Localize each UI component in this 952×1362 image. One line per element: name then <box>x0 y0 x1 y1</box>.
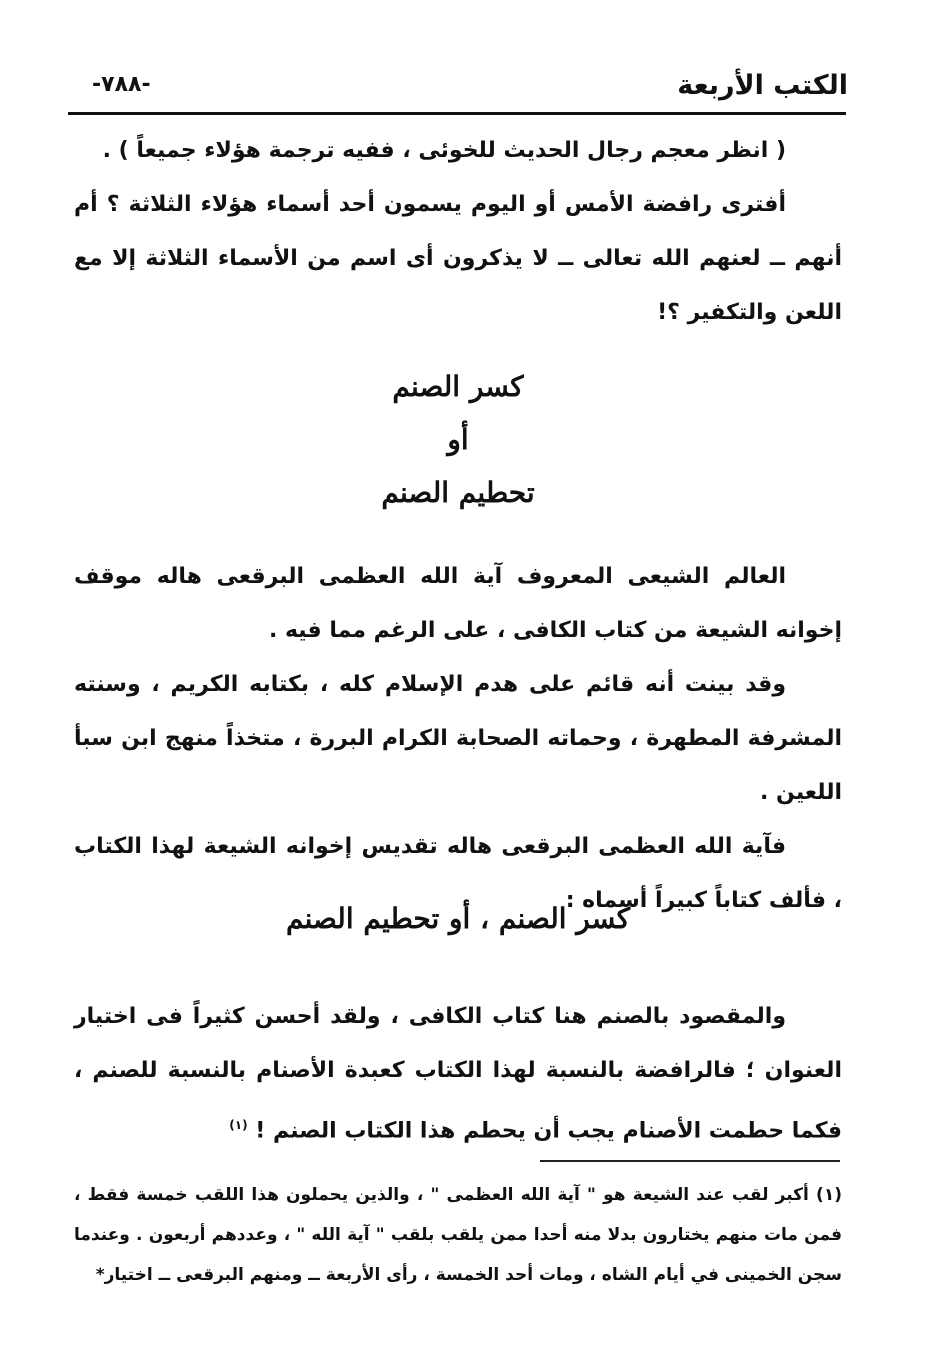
heading-line-3: تحطيم الصنم <box>381 476 535 509</box>
paragraph-book: فآية الله العظمى البرقعى هاله تقديس إخوانه الشيعة لهذا الكتاب ، فألف كتاباً كبيراً أسماه : <box>74 834 842 913</box>
middle-text-block <box>74 550 842 928</box>
paragraph-intro: العالم الشيعى المعروف آية الله العظمى البرقعى هاله موقف إخوانه الشيعة من كتاب الكافى ، على الرغم مما فيه . <box>74 564 842 643</box>
page-header <box>70 68 848 108</box>
heading-line-1: كسر الصنم <box>392 370 524 403</box>
footnote-block <box>74 1175 842 1295</box>
paragraph-reference: ( انظر معجم رجال الحديث للخوئى ، ففيه ترجمة هؤلاء جميعاً ) . <box>102 138 786 163</box>
paragraph-meaning-text: والمقصود بالصنم هنا كتاب الكافى ، ولقد أحسن كثيراً فى اختيار العنوان ؛ فالرافضة بالنسبة لهذا الكتاب كعبدة الأصنام بالنسبة للصنم ، فكما حطمت الأصنام يجب أن يحطم هذا الكتاب الصنم ! <box>74 1004 842 1144</box>
page-number: -٧٨٨- <box>92 72 151 97</box>
footnote-1: (١) أكبر لقب عند الشيعة هو " آية الله العظمى " ، والذين يحملون هذا اللقب خمسة فقط ، فمن مات منهم يختارون بدلا منه أحدا ممن يلقب بلقب " آية الله " ، وعددهم أربعون . وعندما سجن الخمينى في أيام الشاه ، ومات أحد الخمسة ، رأى الأربعة ــ ومنهم البرقعى ــ اختيار* <box>74 1185 842 1285</box>
footnote-reference: (١) <box>229 1118 248 1132</box>
paragraph-argument: وقد بينت أنه قائم على هدم الإسلام كله ، بكتابه الكريم ، وسنته المشرفة المطهرة ، وحماته الصحابة الكرام البررة ، متخذاً منهج ابن سبأ اللعين . <box>74 672 842 805</box>
section-heading <box>74 360 842 520</box>
heading-line-2: أو <box>447 423 469 456</box>
paragraph-meaning <box>74 990 842 1158</box>
header-rule <box>68 112 846 115</box>
book-title-heading: كسر الصنم ، أو تحطيم الصنم <box>285 902 631 935</box>
footnote-separator <box>540 1160 840 1162</box>
running-title: الكتب الأربعة <box>677 70 848 101</box>
bottom-text-block <box>74 990 842 1158</box>
paragraph-question: أفترى رافضة الأمس أو اليوم يسمون أحد أسماء هؤلاء الثلاثة ؟ أم أنهم ــ لعنهم الله تعالى ــ لا يذكرون أى اسم من الأسماء الثلاثة إلا مع اللعن والتكفير ؟! <box>74 192 842 325</box>
top-text-block <box>74 124 842 340</box>
